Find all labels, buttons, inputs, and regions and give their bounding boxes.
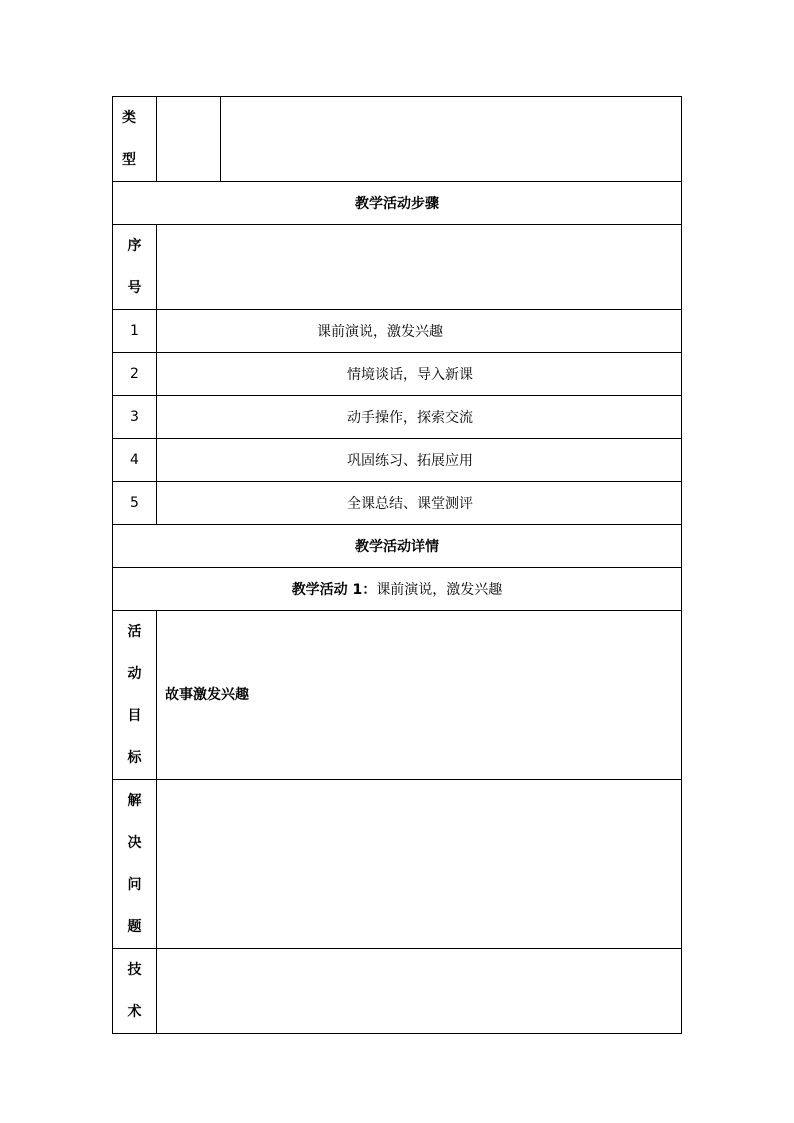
step-number: 3	[113, 396, 157, 439]
seq-label-char: 号	[127, 280, 142, 296]
problem-label-char: 决	[127, 835, 142, 851]
type-label-char: 型	[122, 152, 136, 168]
problem-text	[157, 780, 682, 949]
step-title: 动手操作，探索交流	[157, 396, 682, 439]
step-title: 全课总结、课堂测评	[157, 482, 682, 525]
type-row	[113, 97, 682, 182]
details-section-row	[113, 525, 682, 568]
step-title: 情境谈话，导入新课	[157, 353, 682, 396]
goal-label-char: 目	[127, 708, 142, 724]
problem-row	[113, 780, 682, 949]
step-number: 2	[113, 353, 157, 396]
lesson-plan-table	[112, 96, 682, 1034]
step-number: 5	[113, 482, 157, 525]
type-extra-cell	[221, 97, 682, 182]
seq-label-char: 序	[127, 238, 142, 254]
step-title: 课前演说，激发兴趣	[157, 310, 682, 353]
step-number: 1	[113, 310, 157, 353]
type-label-char: 类	[122, 110, 136, 126]
tech-row	[113, 949, 682, 1034]
step-row	[113, 353, 682, 396]
goal-text-value: 故事激发兴趣	[165, 687, 249, 703]
goal-label-char: 标	[127, 750, 142, 766]
seq-header-content	[157, 225, 682, 310]
activity-title: 课前演说，激发兴趣	[376, 582, 503, 598]
goal-text	[157, 611, 682, 780]
goal-row	[113, 611, 682, 780]
problem-label-char: 题	[127, 919, 142, 935]
steps-section-row	[113, 182, 682, 225]
type-value-cell	[157, 97, 221, 182]
activity-prefix: 教学活动 1：	[291, 582, 377, 598]
problem-label-char: 解	[127, 793, 142, 809]
tech-label-cell	[113, 949, 157, 1034]
tech-label-char: 术	[127, 1004, 142, 1020]
problem-label-cell	[113, 780, 157, 949]
problem-label-char: 问	[127, 877, 142, 893]
activity-title-row	[113, 568, 682, 611]
tech-text	[157, 949, 682, 1034]
goal-label-char: 动	[127, 666, 142, 682]
seq-header-row	[113, 225, 682, 310]
step-number: 4	[113, 439, 157, 482]
step-row	[113, 310, 682, 353]
details-section-title: 教学活动详情	[113, 525, 682, 568]
steps-section-title: 教学活动步骤	[113, 182, 682, 225]
seq-label-cell	[113, 225, 157, 310]
step-title: 巩固练习、拓展应用	[157, 439, 682, 482]
goal-label-char: 活	[127, 624, 142, 640]
step-row	[113, 396, 682, 439]
step-row	[113, 482, 682, 525]
step-row	[113, 439, 682, 482]
tech-label-char: 技	[127, 962, 142, 978]
type-label-cell	[113, 97, 157, 182]
activity-title-cell	[113, 568, 682, 611]
goal-label-cell	[113, 611, 157, 780]
